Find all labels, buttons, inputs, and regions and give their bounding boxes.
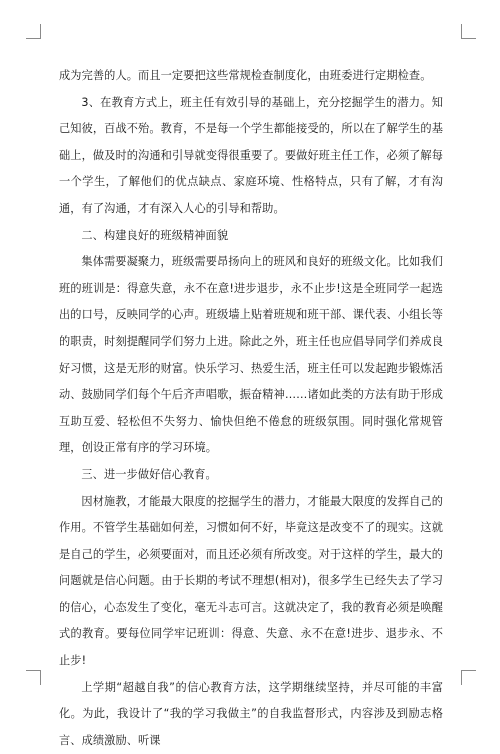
paragraph: 上学期“超越自我”的信心教育方法，这学期继续坚持，并尽可能的丰富化。为此，我设计了“我的学习我做主”的自我监督形式，内容涉及到励志格言、成绩激励、听课 (59, 680, 443, 747)
paragraph: 集体需要凝聚力，班级需要昂扬向上的班风和良好的班级文化。比如我们班的班训是：得意失意，永不在意!进步退步，永不止步!这是全班同学一起选出的口号，反映同学的心声。班级墙上贴着班规和班干部、课代表、小组长等的职责，时刻提醒同学们努力上进。除此之外，班主任也应倡导同学们养成良好习惯，这是无形的财富。快乐学习、热爱生活，班主任可以发起跑步锻炼活动、鼓励同学们每个午后齐声唱歌，振奋精神……诸如此类的方法有助于形成互助互爱、轻松但不失努力、愉快但绝不倦怠的班级氛围。同时强化常规管理，创设正常有序的学习环境。 (59, 255, 443, 455)
crop-mark-top-right (461, 24, 476, 39)
paragraph: 3、在教育方式上，班主任有效引导的基础上，充分挖掘学生的潜力。知己知彼，百战不殆。教育，不是每一个学生都能接受的，所以在了解学生的基础上，做及时的沟通和引导就变得很重要了。要做好班主任工作，必须了解每一个学生，了解他们的优点缺点、家庭环境、性格特点，只有了解，才有沟通，有了沟通，才有深入人心的引导和帮助。 (59, 95, 443, 215)
crop-mark-top-left (26, 24, 41, 39)
section-heading: 三、进一步做好信心教育。 (81, 467, 217, 481)
crop-mark-bottom-right (461, 670, 476, 685)
paragraph: 因材施教，才能最大限度的挖掘学生的潜力，才能最大限度的发挥自己的作用。不管学生基础如何差，习惯如何不好，毕竟这是改变不了的现实。这就是自己的学生，必须要面对，而且还必须有所改变。对于这样的学生，最大的问题就是信心问题。由于长期的考试不理想(相对)，很多学生已经失去了学习的信心，心态发生了变化，毫无斗志可言。这就决定了，我的教育必须是唤醒式的教育。要每位同学牢记班训：得意、失意、永不在意!进步、退步永、不止步! (59, 494, 443, 668)
paragraph: 成为完善的人。而且一定要把这些常规检查制度化，由班委进行定期检查。 (59, 69, 432, 82)
crop-mark-bottom-left (26, 670, 41, 685)
document-body (59, 63, 443, 754)
section-heading: 二、构建良好的班级精神面貌 (81, 228, 229, 242)
